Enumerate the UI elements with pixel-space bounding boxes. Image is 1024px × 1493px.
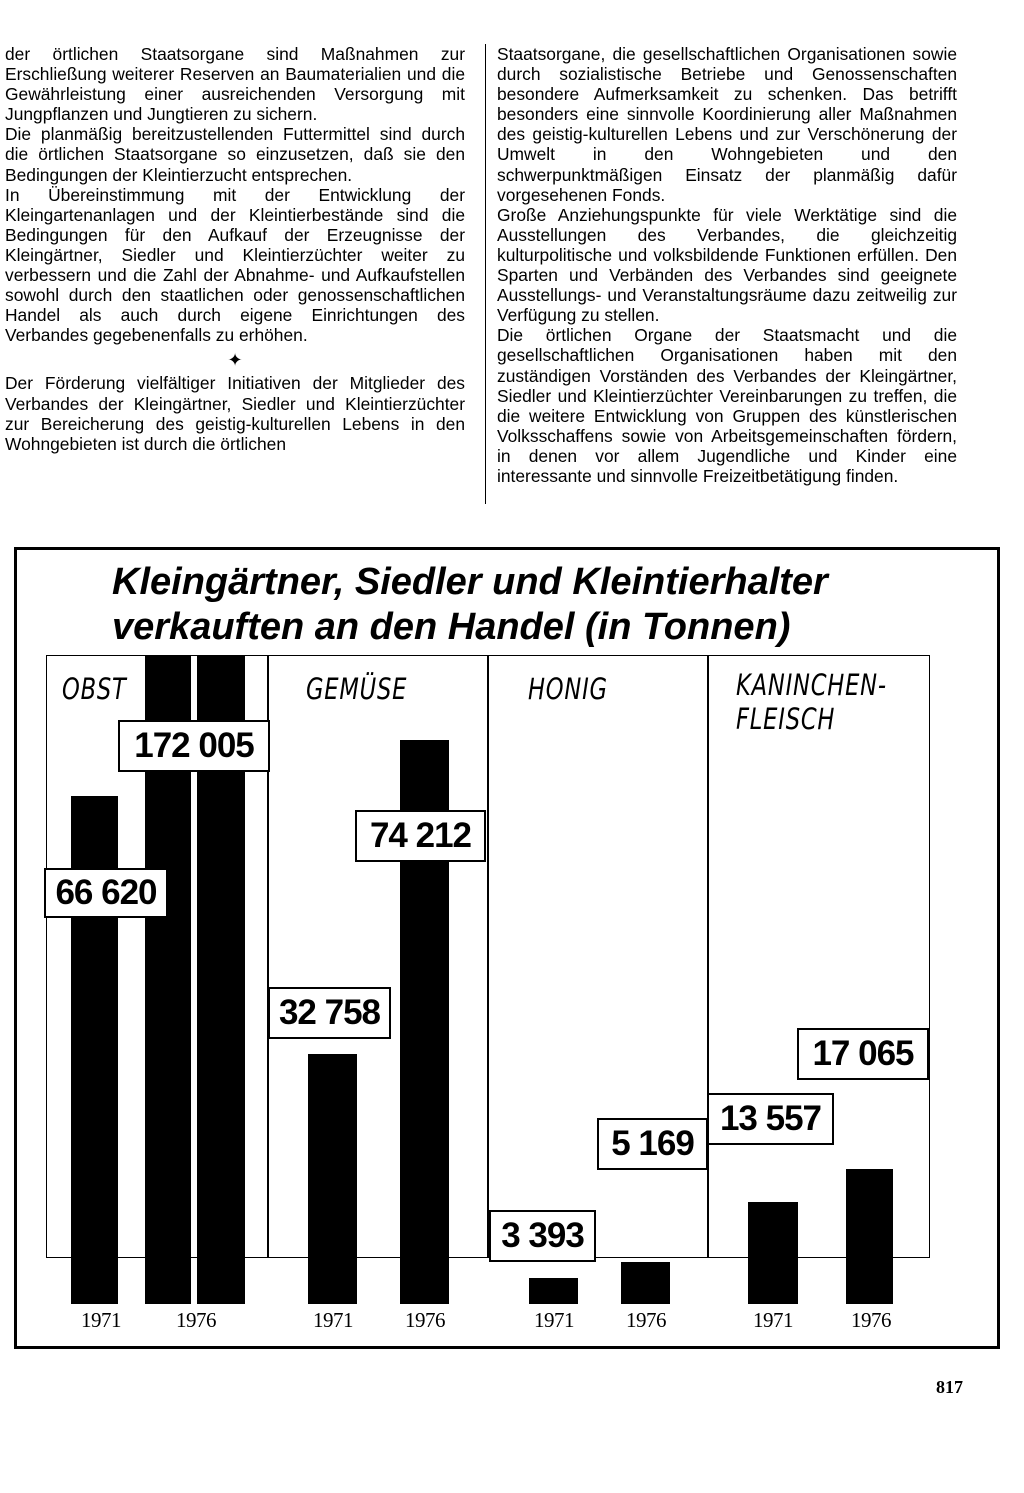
x-tick-label: 1976 (626, 1308, 666, 1332)
x-tick-label: 1971 (313, 1308, 353, 1332)
paragraph: Die örtlichen Organe der Staatsmacht und die gesellschaftlichen Organisationen haben mit den zuständigen Vorständen des Verbandes der Kleingärtner, Siedler und Kleintierzüchter Vereinbarungen zu treffen, die die weitere Entwicklung von Gruppen des künstlerischen Volksschaffens sowie von Arbeitsgemeinschaften fördern, in denen vor allem Jugendliche und Kinder eine interessante und sinnvolle Freizeitbetätigung finden. (497, 325, 957, 486)
x-tick-label: 1971 (753, 1308, 793, 1332)
paragraph: Staatsorgane, die gesellschaftlichen Organisationen sowie durch sozialistische Betriebe und Genossenschaften besondere Aufmerksamkeit zu schenken. Das betrifft besonders eine sinnvolle Koordinierung aller Maßnahmen des geistig-kulturellen Lebens und zur Verschönerung der Umwelt in den Wohngebieten und den schwerpunktmäßigen Einsatz der planmäßig dafür vorgesehenen Fonds. (497, 44, 957, 205)
x-tick-label: 1976 (405, 1308, 445, 1332)
category-label: GEMÜSE (306, 672, 408, 706)
bar-honig-1971 (529, 1278, 578, 1304)
paragraph: Der Förderung vielfältiger Initiativen der Mitglieder des Verbandes der Kleingärtner, Siedler und Kleintierzüchter zur Bereicherung des geistig-kulturellen Lebens in den Wohngebieten ist durch die örtlichen (5, 373, 465, 454)
paragraph: Die planmäßig bereitzustellenden Futtermittel sind durch die örtlichen Staatsorgane so einzusetzen, daß sie den Bedingungen der Kleintierzucht entsprechen. (5, 124, 465, 185)
chart-title-line-2: verkauften an den Handel (in Tonnen) (112, 606, 791, 648)
data-label: 5 169 (597, 1118, 708, 1170)
bar-honig-1976 (621, 1262, 670, 1304)
chart-title-line-1: Kleingärtner, Siedler und Kleintierhalter (112, 561, 828, 603)
paragraph: der örtlichen Staatsorgane sind Maßnahmen zur Erschließung weiterer Reserven an Baumaterialien und die Gewährleistung einer ausreichenden Versorgung mit Jungpflanzen und Jungtieren zu sichern. (5, 44, 465, 125)
x-tick-label: 1976 (176, 1308, 216, 1332)
data-label: 66 620 (44, 868, 168, 918)
x-tick-label: 1971 (81, 1308, 121, 1332)
data-label: 3 393 (489, 1210, 596, 1262)
data-label: 13 557 (707, 1093, 834, 1145)
page-number: 817 (936, 1377, 963, 1397)
text-column-right (497, 44, 957, 486)
data-label: 172 005 (118, 720, 270, 772)
category-label: OBST (62, 672, 127, 706)
text-column-left (5, 44, 465, 454)
x-tick-label: 1971 (534, 1308, 574, 1332)
panel-separator (487, 655, 489, 1258)
bar-kaninchenfleisch-1976 (846, 1169, 893, 1304)
paragraph: In Übereinstimmung mit der Entwicklung der Kleingartenanlagen und der Kleintierbestände sind die Bedingungen für den Aufkauf der Erzeugnisse der Kleingärtner, Siedler und Kleintierzüchter weiter zu verbessern und die Zahl der Abnahme- und Aufkaufstellen sowohl durch den staatlichen oder genossenschaftlichen Handel als auch durch eigene Einrichtungen des Verbandes gegebenenfalls zu erhöhen. (5, 184, 465, 346)
section-divider-icon: ✦ (227, 350, 243, 371)
data-label: 17 065 (797, 1028, 929, 1080)
bar-kaninchenfleisch-1971 (748, 1202, 798, 1304)
data-label: 32 758 (268, 987, 391, 1039)
data-label: 74 212 (355, 810, 486, 862)
category-label: KANINCHEN- (736, 668, 887, 702)
column-separator (485, 44, 486, 504)
bar-gemüse-1971 (308, 1054, 357, 1304)
category-label: HONIG (528, 672, 608, 706)
x-tick-label: 1976 (851, 1308, 891, 1332)
category-label: FLEISCH (736, 702, 836, 736)
paragraph: Große Anziehungspunkte für viele Werktätige sind die Ausstellungen des Verbandes, die gleichzeitig kulturpolitische und volksbildende Funktionen erfüllen. Den Sparten und Verbänden des Verbandes sind geeignete Ausstellungs- und Veranstaltungsräume dazu zeitweilig zur Verfügung zu stellen. (497, 204, 957, 326)
